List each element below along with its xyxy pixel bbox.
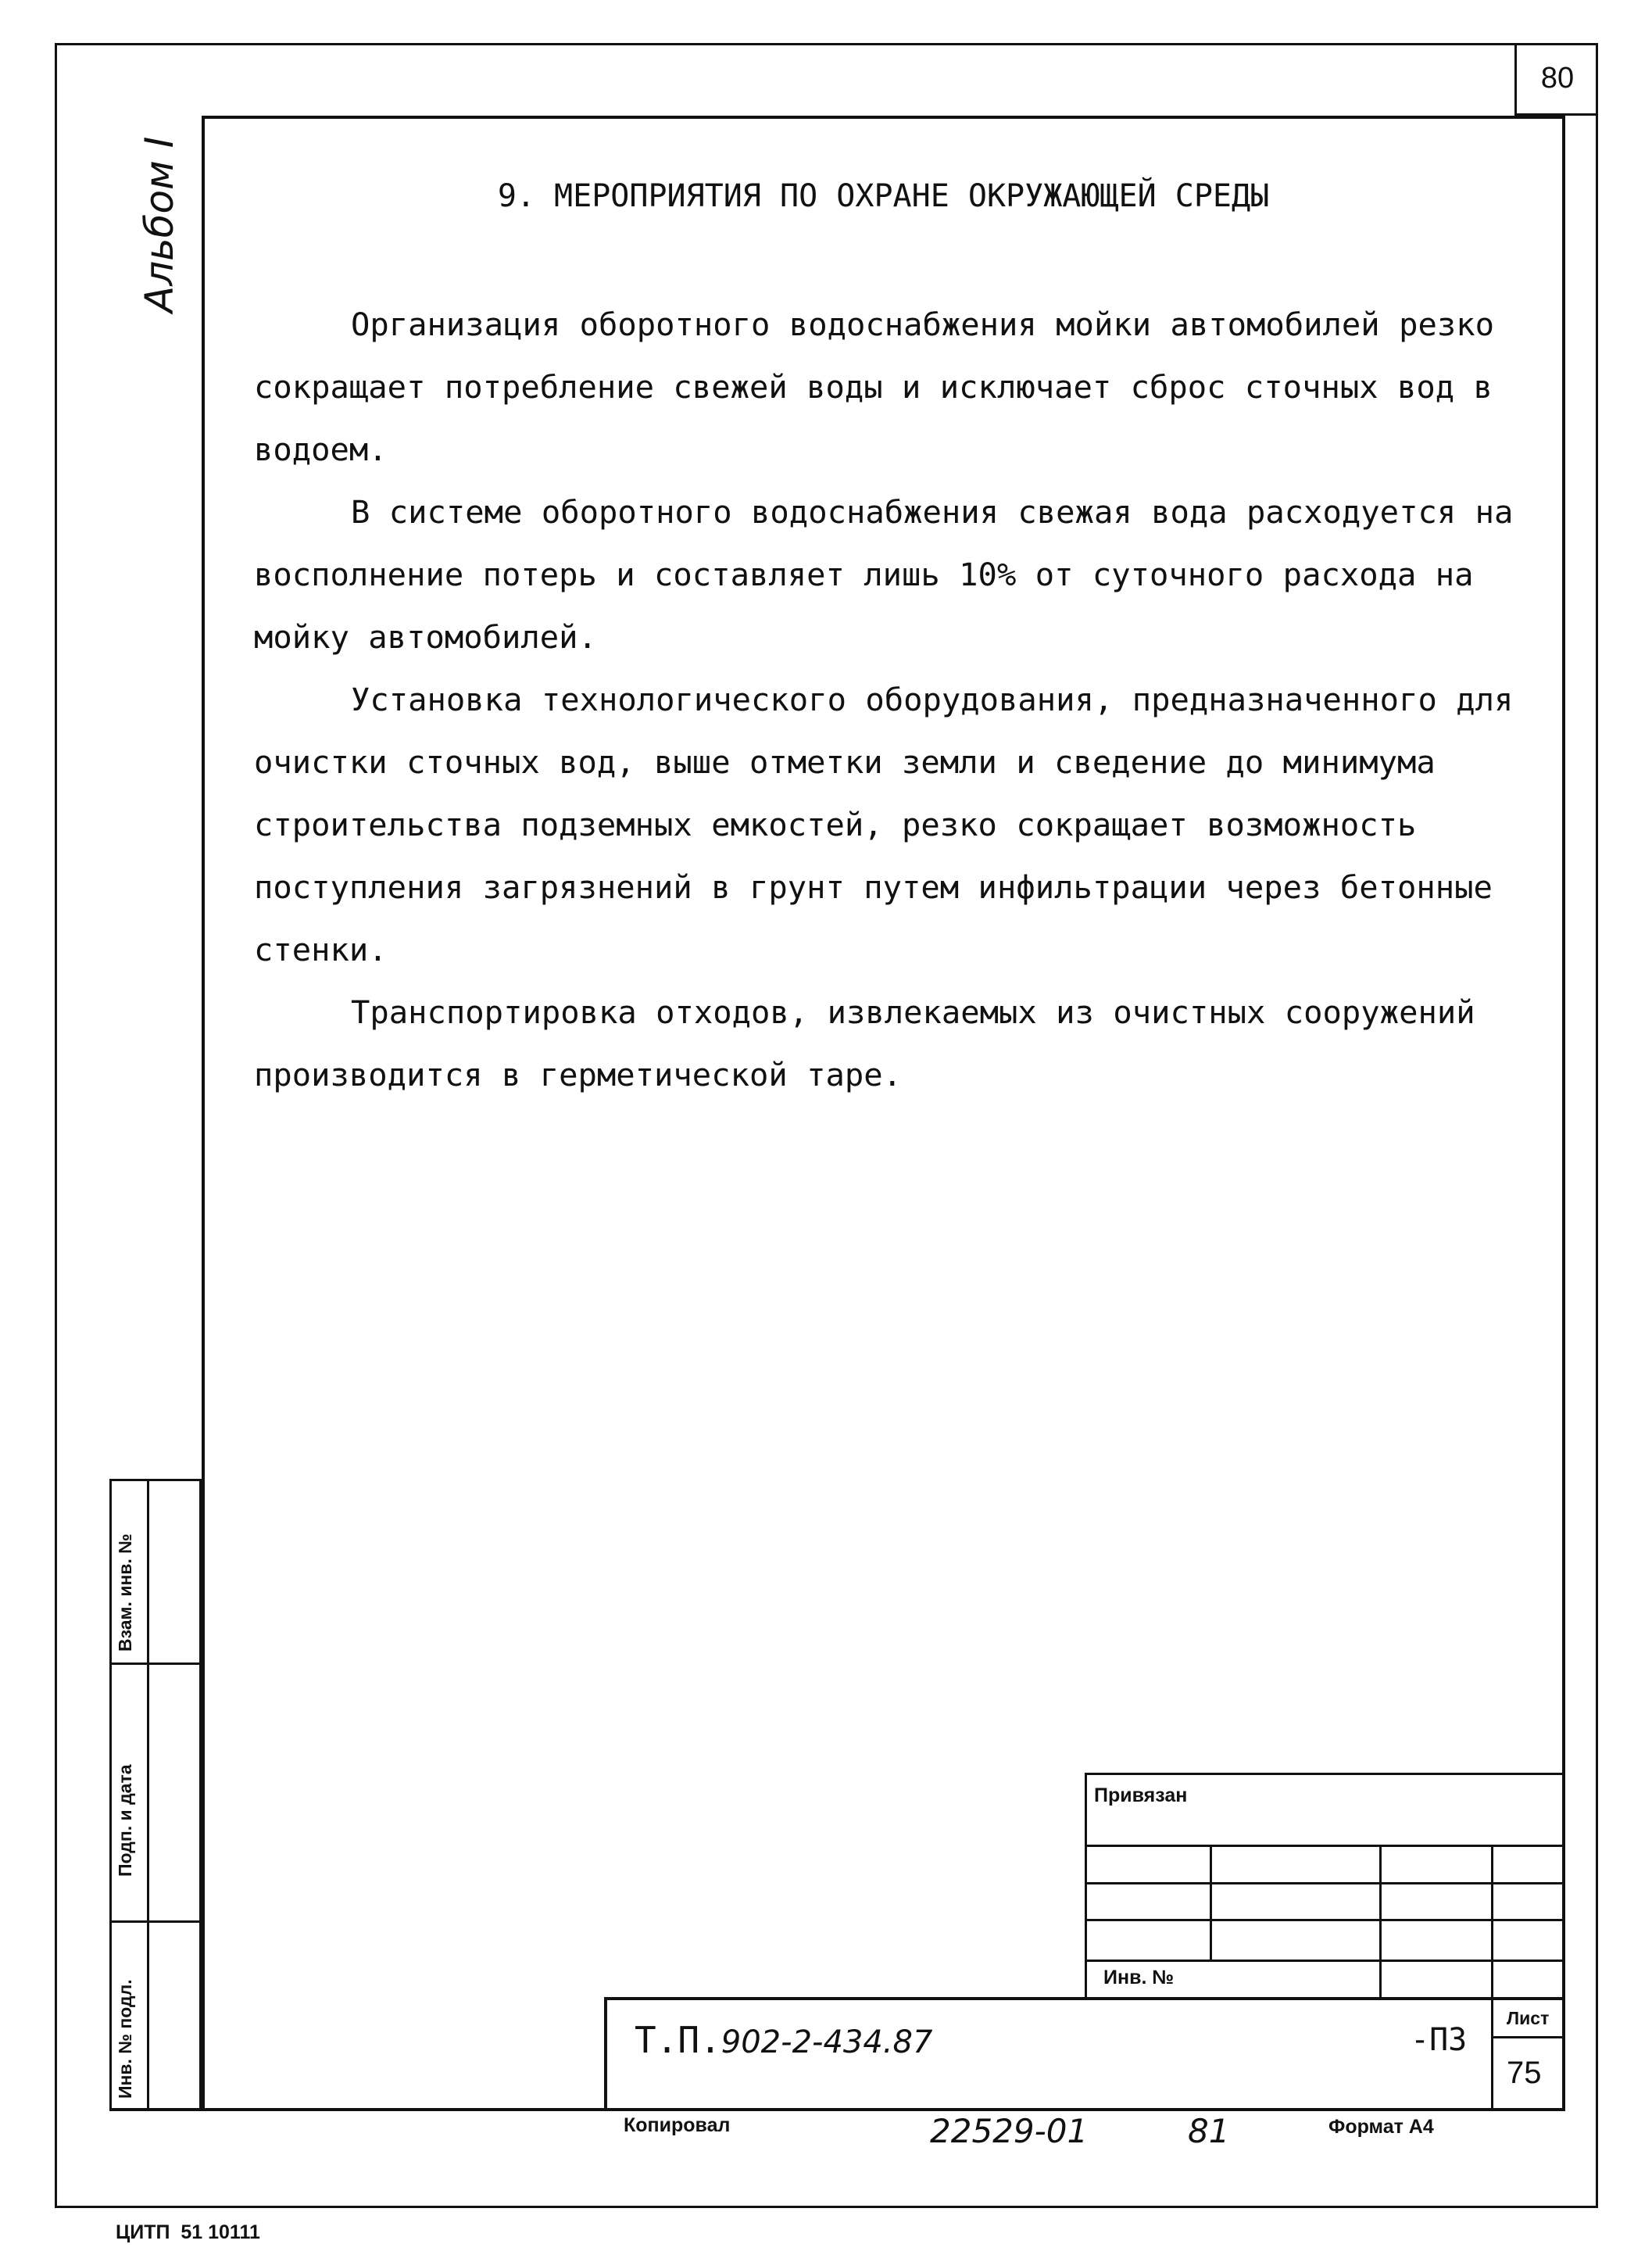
paragraph-2: В системе оборотного водоснабжения свежая вода расходуется на восполнение потерь и составляет лишь 10% от суточного расхода на мойку автомобилей.: [254, 493, 1514, 656]
document-code: [635, 2019, 932, 2061]
doc-suffix: -ПЗ: [1411, 2022, 1468, 2058]
kopiroval-label: Копировал: [624, 2114, 731, 2136]
doc-number: 902-2-434.87: [721, 2024, 933, 2060]
list-label: Лист: [1507, 2008, 1550, 2028]
album-note: Альбом I: [137, 136, 182, 313]
order-page: 81: [1188, 2112, 1230, 2150]
bottom-code: ЦИТП 51 10111: [116, 2221, 260, 2243]
paragraph-4: Транспортировка отходов, извлекаемых из очистных сооружений производится в герметической таре.: [254, 993, 1475, 1093]
vzam-inv-label: Взам. инв. №: [115, 1534, 135, 1652]
podp-data-label: Подп. и дата: [115, 1764, 135, 1877]
order-number: 22529-01: [930, 2112, 1089, 2150]
inv-no-label: Инв. №: [1103, 1967, 1175, 1988]
paragraph-1: Организация оборотного водоснабжения мойки автомобилей резко сокращает потребление свежей воды и исключает сброс сточных вод в водоем.: [254, 306, 1494, 468]
inv-podl-label: Инв. № подл.: [115, 1979, 135, 2099]
page-number: 80: [1514, 43, 1598, 116]
doc-prefix: Т.П.: [635, 2019, 721, 2061]
section-title: 9. МЕРОПРИЯТИЯ ПО ОХРАНЕ ОКРУЖАЮЩЕЙ СРЕДЫ: [497, 178, 1270, 214]
side-stamp-strip: [109, 1479, 202, 2110]
format-label: Формат А4: [1328, 2116, 1434, 2138]
list-value: 75: [1507, 2056, 1542, 2090]
privyazan-label: Привязан: [1094, 1784, 1188, 1806]
paragraph-3: Установка технологического оборудования, предназначенного для очистки сточных вод, выше отметки земли и сведение до минимума строительства подземных емкостей, резко сокращает возможность поступления загрязнений в грунт путем инфильтрации через бетонные стенки.: [254, 681, 1514, 968]
